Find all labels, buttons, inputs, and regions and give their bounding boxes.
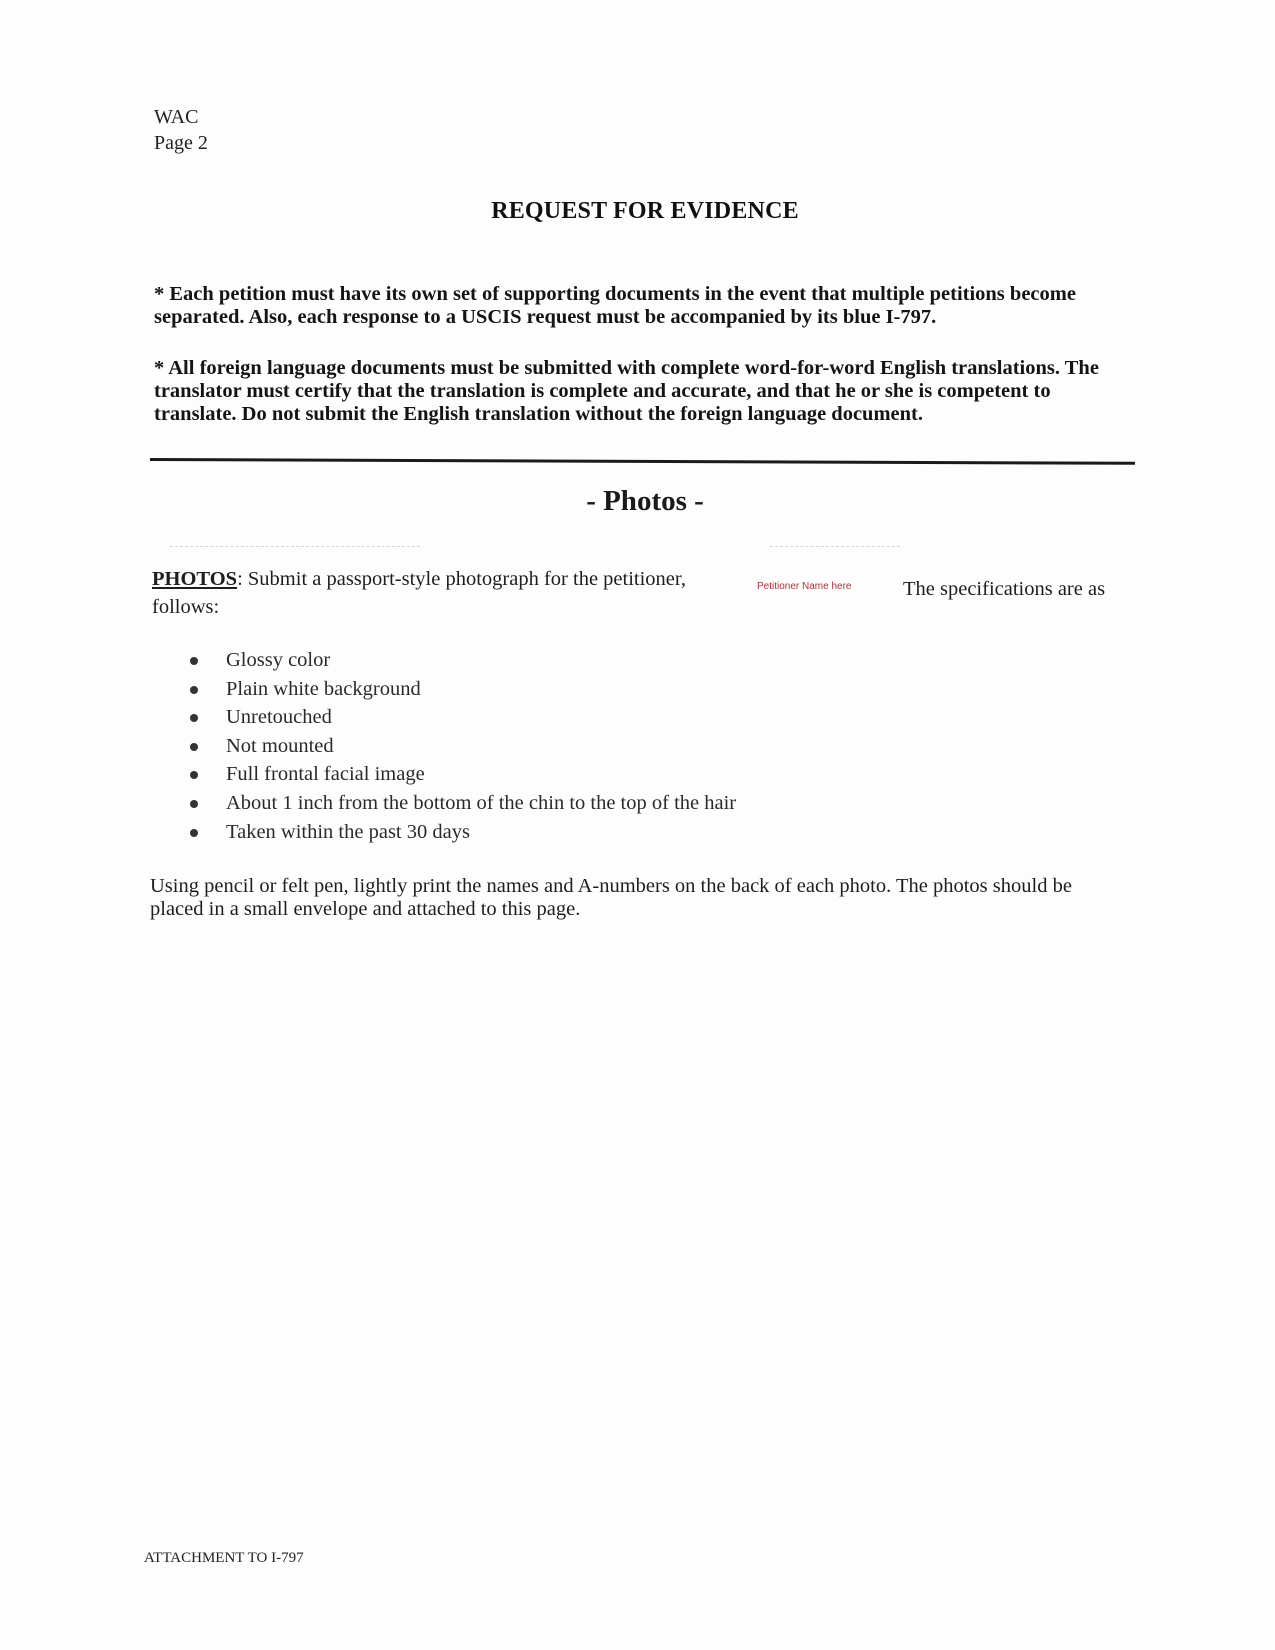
spec-intro-continued: The specifications are as: [903, 578, 1106, 600]
bullet-icon: [190, 743, 198, 751]
bullet-icon: [190, 714, 198, 722]
bullet-icon: [190, 800, 198, 808]
document-title: REQUEST FOR EVIDENCE: [491, 198, 799, 224]
photos-lead-text: : Submit a passport-style photograph for the petitioner,: [237, 568, 687, 590]
scan-artifact-line: [770, 546, 900, 547]
bullet-icon: [190, 657, 198, 665]
photo-labeling-instructions: Using pencil or felt pen, lightly print the names and A-numbers on the back of each photo. The photos should be placed in a small envelope and attached to this page.: [150, 875, 1072, 920]
petitioner-name-field[interactable]: Petitioner Name here: [757, 581, 852, 592]
notice-foreign-language: * All foreign language documents must be submitted with complete word-for-word English translations. The translator must certify that the translation is complete and accurate, and that he or she is competent to translate. Do not submit the English translation without the foreign language document.: [154, 357, 1099, 425]
photos-section-heading: - Photos -: [586, 485, 704, 517]
attachment-footer: ATTACHMENT TO I-797: [144, 1550, 304, 1566]
scan-artifact-line: [170, 546, 420, 547]
document-header: [154, 104, 208, 156]
bullet-icon: [190, 686, 198, 694]
office-code: WAC: [154, 106, 199, 128]
page-number: Page 2: [154, 132, 208, 154]
photos-label: PHOTOS: [152, 568, 238, 590]
spec-intro-end: follows:: [152, 596, 220, 618]
section-divider: [150, 458, 1135, 465]
notice-supporting-documents: * Each petition must have its own set of supporting documents in the event that multiple petitions become separated. Also, each response to a USCIS request must be accompanied by its blue I-797.: [154, 283, 1076, 328]
document-page: WAC Page 2 REQUEST FOR EVIDENCE * Each petition must have its own set of supporting documents in the event that multiple petitions become separated. Also, each response to a USCIS request must be accompanied by its blue I-797. * All foreign language documents must be submitted with complete word-for-word English translations. The translator must certify that the translation is complete and accurate, and that he or she is competent to translate. Do not submit the English translation without the foreign language document. - Photos - PHOTOS: Submit a passport-style photograph for the petitioner, Petitioner Name here The specifications are as follows: Glossy color Plain white background Unretouched Not mounted Full frontal facial image About 1 inch from the bottom of the chin to the top of the hair Taken within the past 30 days Using pencil or felt pen, lightly print the names and A-numbers on the back of each photo. The photos should be placed in a small envelope and attached to this page. ATTACHMENT TO I-797: [0, 0, 1275, 1650]
bullet-icon: [190, 829, 198, 837]
bullet-icon: [190, 771, 198, 779]
